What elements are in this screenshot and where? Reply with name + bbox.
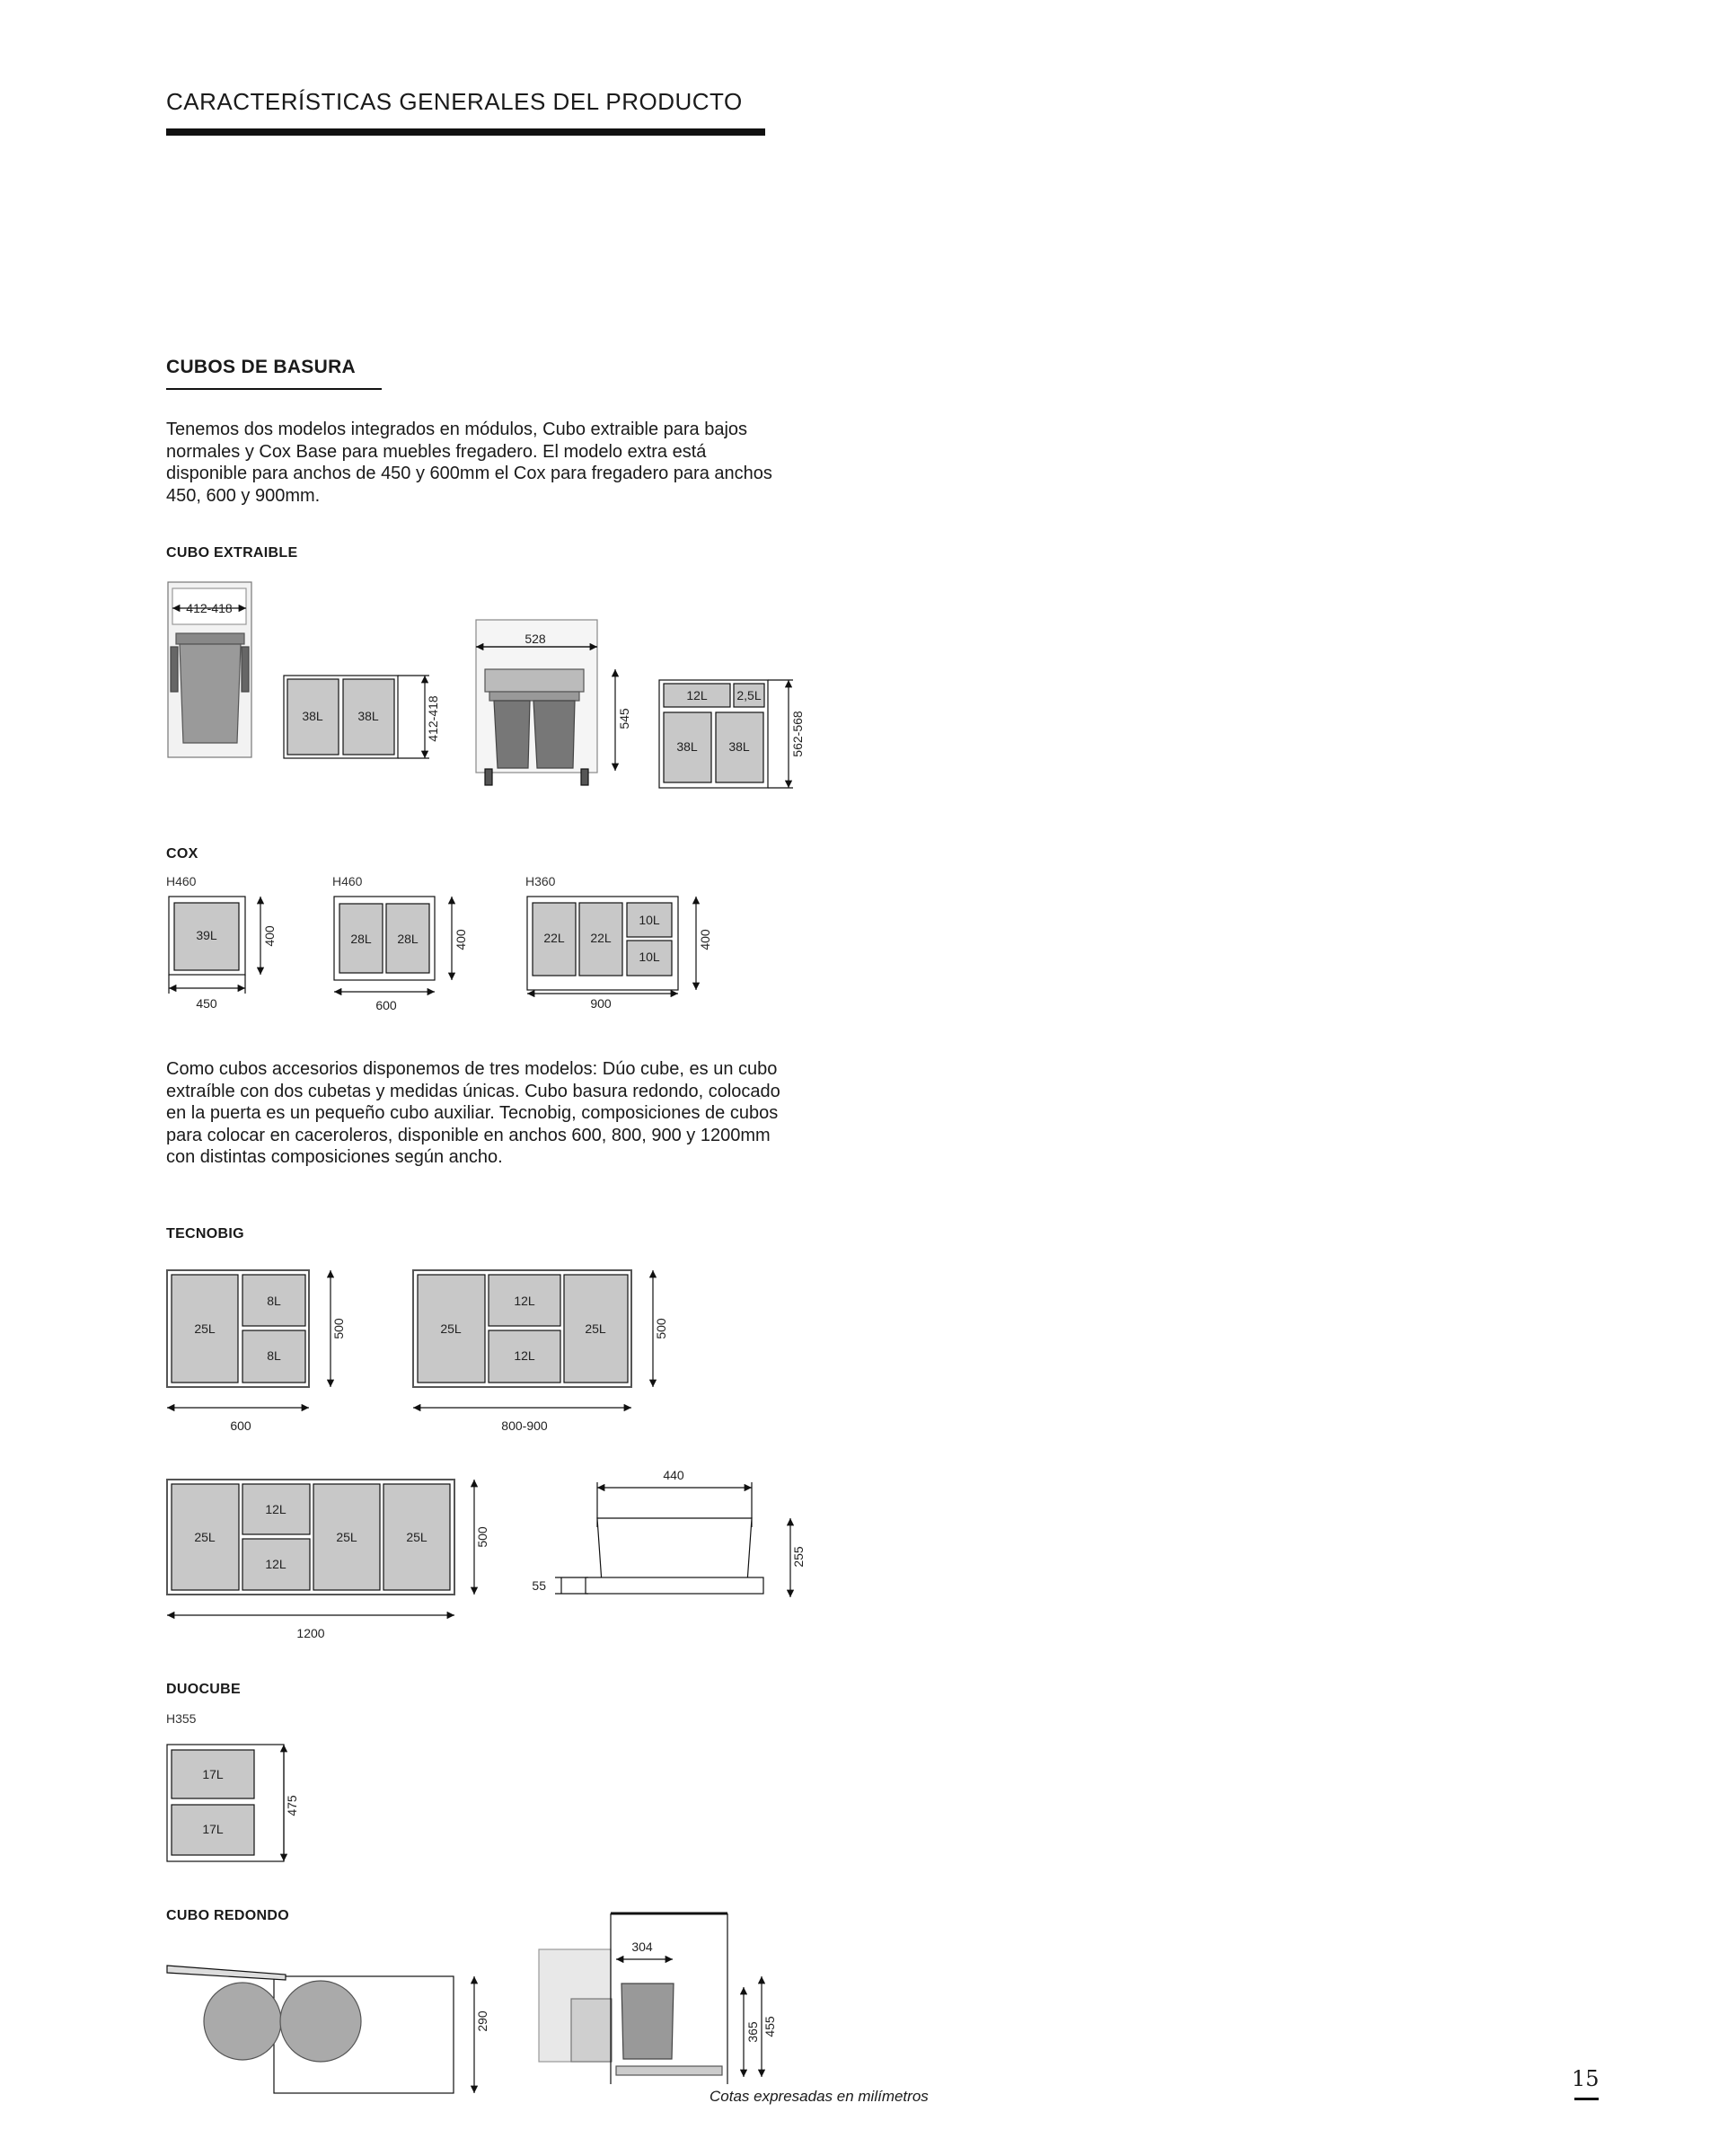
redondo-dim-365: 365 <box>745 2021 760 2043</box>
extraible-dim-528: 528 <box>524 632 546 646</box>
tecnobig-a-b3: 8L <box>267 1348 281 1363</box>
tecnobig-c-width: 1200 <box>296 1626 325 1640</box>
cox-a-drawing <box>169 897 260 994</box>
page-number: 15 <box>1572 2066 1600 2091</box>
cox-a-width: 450 <box>196 996 217 1011</box>
cox-b-height-code: H460 <box>332 874 363 888</box>
page-title: CARACTERÍSTICAS GENERALES DEL PRODUCTO <box>166 88 743 115</box>
tecnobig-a-b2: 8L <box>267 1294 281 1308</box>
accessories-paragraph: Como cubos accesorios disponemos de tres modelos: Dúo cube, es un cubo extraíble con dos cubetas y medidas únicas. Cubo basura redondo, colocado en la puerta es un pequeño cubo auxiliar. Tecnobig, composiciones de cubos para colocar en caceroleros, disponible en anchos 600, 800, 900 y 1200mm con distintas composiciones según ancho. <box>166 1059 780 1167</box>
cox-a-height-code: H460 <box>166 874 197 888</box>
cox-c-height-code: H360 <box>525 874 556 888</box>
duocube-b1: 17L <box>202 1767 224 1781</box>
cox-b-width: 600 <box>375 998 397 1012</box>
cox-b-bin2: 28L <box>397 932 419 946</box>
tecnobig-side-width: 440 <box>663 1468 684 1482</box>
tecnobig-side-base: 55 <box>532 1578 546 1593</box>
tecnobig-b-b1: 25L <box>440 1321 462 1336</box>
tecnobig-b-width: 800-900 <box>501 1418 548 1433</box>
tecnobig-b-height: 500 <box>654 1318 668 1339</box>
tecnobig-c-b5: 25L <box>406 1530 428 1544</box>
redondo-dim-304: 304 <box>631 1940 653 1954</box>
tecnobig-side-height: 255 <box>791 1546 806 1568</box>
duocube-height: 475 <box>285 1795 299 1816</box>
tecnobig-a-width: 600 <box>230 1418 251 1433</box>
duocube-drawing <box>167 1745 284 1861</box>
cox-c-width: 900 <box>590 996 612 1011</box>
extraible-bin-38l-d: 38L <box>728 739 750 754</box>
label-cubo-extraible: CUBO EXTRAIBLE <box>166 545 298 561</box>
tecnobig-c-b2: 12L <box>265 1502 286 1516</box>
tecnobig-b-b4: 25L <box>585 1321 606 1336</box>
intro-paragraph: Tenemos dos modelos integrados en módulos, Cubo extraible para bajos normales y Cox Base para muebles fregadero. El modelo extra está disponible para anchos de 450 y 600mm el Cox para fregadero para anchos 450, 600 y 900mm. <box>166 420 772 506</box>
redondo-dim-290: 290 <box>475 2010 489 2032</box>
extraible-dim-412-418-b: 412-418 <box>426 695 440 742</box>
tecnobig-c-b3: 12L <box>265 1557 286 1571</box>
label-tecnobig: TECNOBIG <box>166 1226 244 1241</box>
tecnobig-b-drawing <box>413 1270 653 1408</box>
extraible-bin-12l: 12L <box>686 688 708 702</box>
cox-b-height: 400 <box>454 929 468 950</box>
cox-c-bin2: 22L <box>590 931 612 945</box>
cox-a-height: 400 <box>262 925 277 947</box>
cox-c-bin3: 10L <box>639 913 660 927</box>
label-cox: COX <box>166 846 198 862</box>
duocube-b2: 17L <box>202 1822 224 1836</box>
tecnobig-side-drawing <box>555 1482 790 1597</box>
redondo-top-drawing <box>167 1966 474 2093</box>
duocube-height-code: H355 <box>166 1711 197 1726</box>
page-number-rule <box>1574 2098 1599 2100</box>
extraible-bin-38l-c: 38L <box>676 739 698 754</box>
tecnobig-a-b1: 25L <box>194 1321 216 1336</box>
cox-c-bin4: 10L <box>639 950 660 964</box>
extraible-dim-545: 545 <box>617 708 631 729</box>
extraible-dim-562-568: 562-568 <box>790 711 805 757</box>
extraible-bin-38l-b: 38L <box>357 709 379 723</box>
redondo-dim-455: 455 <box>762 2016 777 2037</box>
label-duocube: DUOCUBE <box>166 1682 241 1697</box>
cox-b-bin1: 28L <box>350 932 372 946</box>
extraible-bin-38l-a: 38L <box>302 709 323 723</box>
extraible-dim-412-418-a: 412-418 <box>186 601 233 615</box>
tecnobig-c-height: 500 <box>475 1526 489 1548</box>
label-cubo-redondo: CUBO REDONDO <box>166 1908 289 1923</box>
tecnobig-c-b1: 25L <box>194 1530 216 1544</box>
extraible-four-bin-view <box>659 680 793 788</box>
section-title: CUBOS DE BASURA <box>166 357 357 377</box>
footer-note: Cotas expresadas en milímetros <box>710 2088 929 2105</box>
cox-a-bin: 39L <box>196 928 217 942</box>
tecnobig-a-drawing <box>167 1270 331 1408</box>
tecnobig-c-b4: 25L <box>336 1530 357 1544</box>
tecnobig-b-b2: 12L <box>514 1294 535 1308</box>
cox-c-bin1: 22L <box>543 931 565 945</box>
extraible-bin-2-5l: 2,5L <box>736 688 762 702</box>
tecnobig-a-height: 500 <box>331 1318 346 1339</box>
cox-c-drawing <box>527 897 696 994</box>
cox-c-height: 400 <box>698 929 712 950</box>
tecnobig-b-b3: 12L <box>514 1348 535 1363</box>
tecnobig-c-drawing <box>167 1480 474 1615</box>
